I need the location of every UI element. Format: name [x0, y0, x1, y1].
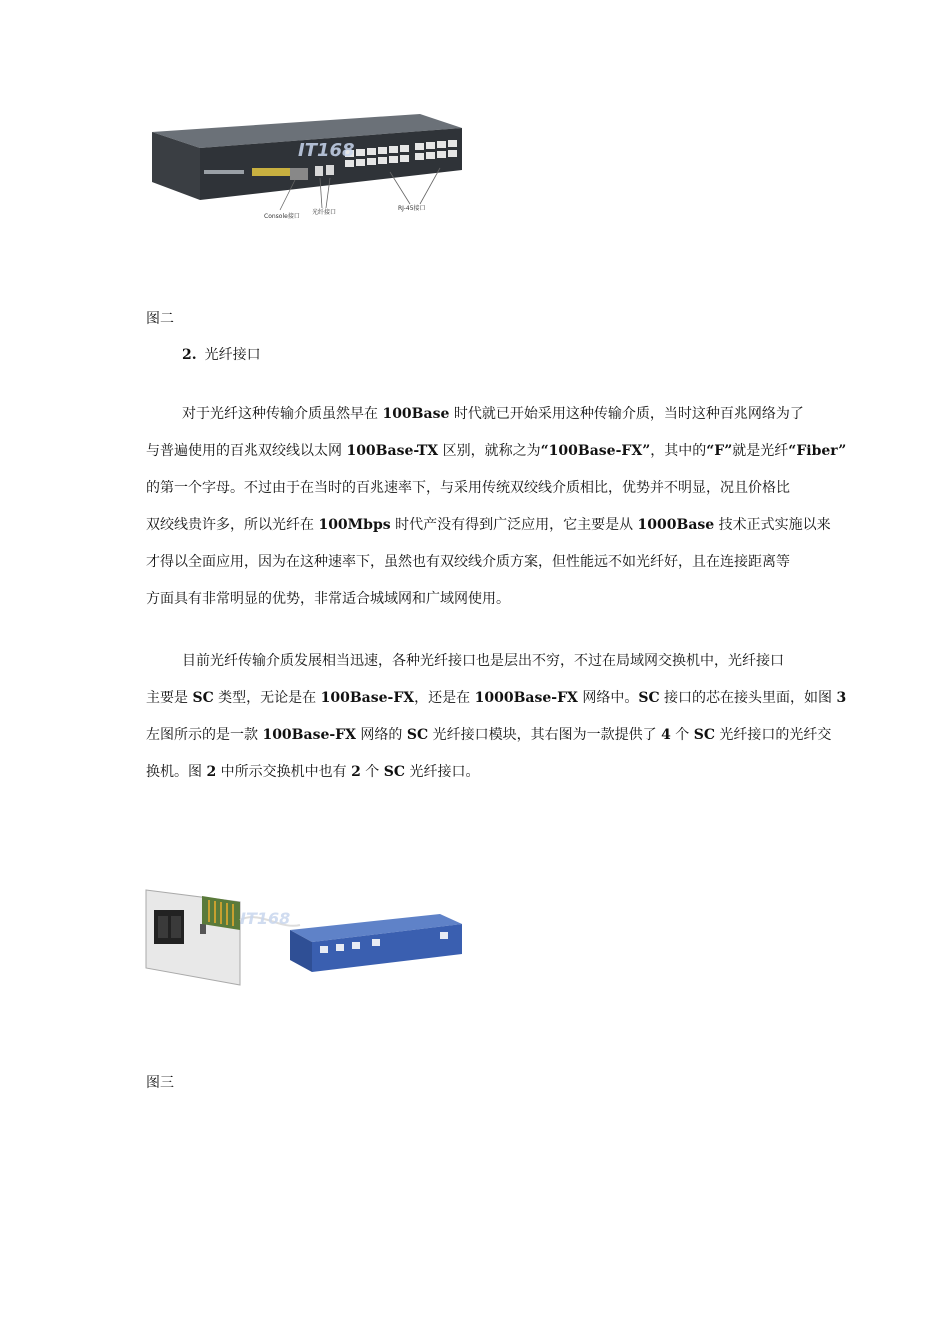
paragraph-line: 左图所示的是一款 100Base-FX 网络的 SC 光纤接口模块，其右图为一款提供了 4 个 SC 光纤接口的光纤交	[146, 727, 832, 743]
paragraph-line: 换机。图 2 中所示交换机中也有 2 个 SC 光纤接口。	[146, 764, 480, 780]
figure-caption: 图二	[146, 311, 174, 327]
paragraph-line: 方面具有非常明显的优势，非常适合城域网和广域网使用。	[146, 591, 510, 607]
section-number: 2.	[182, 347, 197, 363]
paragraph-line: 主要是 SC 类型，无论是在 100Base-FX，还是在 1000Base-FX 网络中。SC 接口的芯在接头里面，如图 3	[146, 690, 847, 706]
figure-caption: 图三	[146, 1075, 174, 1091]
fiber-illustration	[140, 880, 470, 1000]
paragraph-line: 对于光纤这种传输介质虽然早在 100Base 时代就已开始采用这种传输介质，当时这种百兆网络为了	[182, 406, 804, 422]
section-title: 光纤接口	[204, 347, 261, 363]
paragraph-line: 目前光纤传输介质发展相当迅速，各种光纤接口也是层出不穷，不过在局域网交换机中，光纤接口	[182, 653, 784, 669]
rj45-label: RJ-45接口	[398, 205, 426, 212]
paragraph	[146, 396, 847, 618]
paragraph-line: 的第一个字母。不过由于在当时的百兆速率下，与采用传统双绞线介质相比，优势并不明显，况且价格比	[146, 480, 790, 496]
fiber-module-photo	[140, 880, 470, 1000]
paragraph-line: 才得以全面应用，因为在这种速率下，虽然也有双绞线介质方案，但性能远不如光纤好，且在连接距离等	[146, 554, 790, 570]
watermark: IT168	[298, 140, 355, 161]
fiber-port-label: 光纤接口	[312, 209, 337, 216]
console-port-icon	[290, 168, 308, 180]
section-heading	[182, 345, 261, 365]
paragraph-line: 双绞线贵许多，所以光纤在 100Mbps 时代产没有得到广泛应用，它主要是从 1000Base 技术正式实施以来	[146, 517, 831, 533]
console-label: Console接口	[264, 213, 300, 220]
switch-illustration	[140, 100, 470, 230]
paragraph	[146, 643, 847, 791]
switch-photo	[140, 100, 470, 230]
watermark: IT168	[240, 909, 291, 928]
paragraph-line: 与普遍使用的百兆双绞线以太网 100Base-TX 区别，就称之为“100Base-FX”，其中的“F”就是光纤“Fiber”	[146, 443, 847, 459]
